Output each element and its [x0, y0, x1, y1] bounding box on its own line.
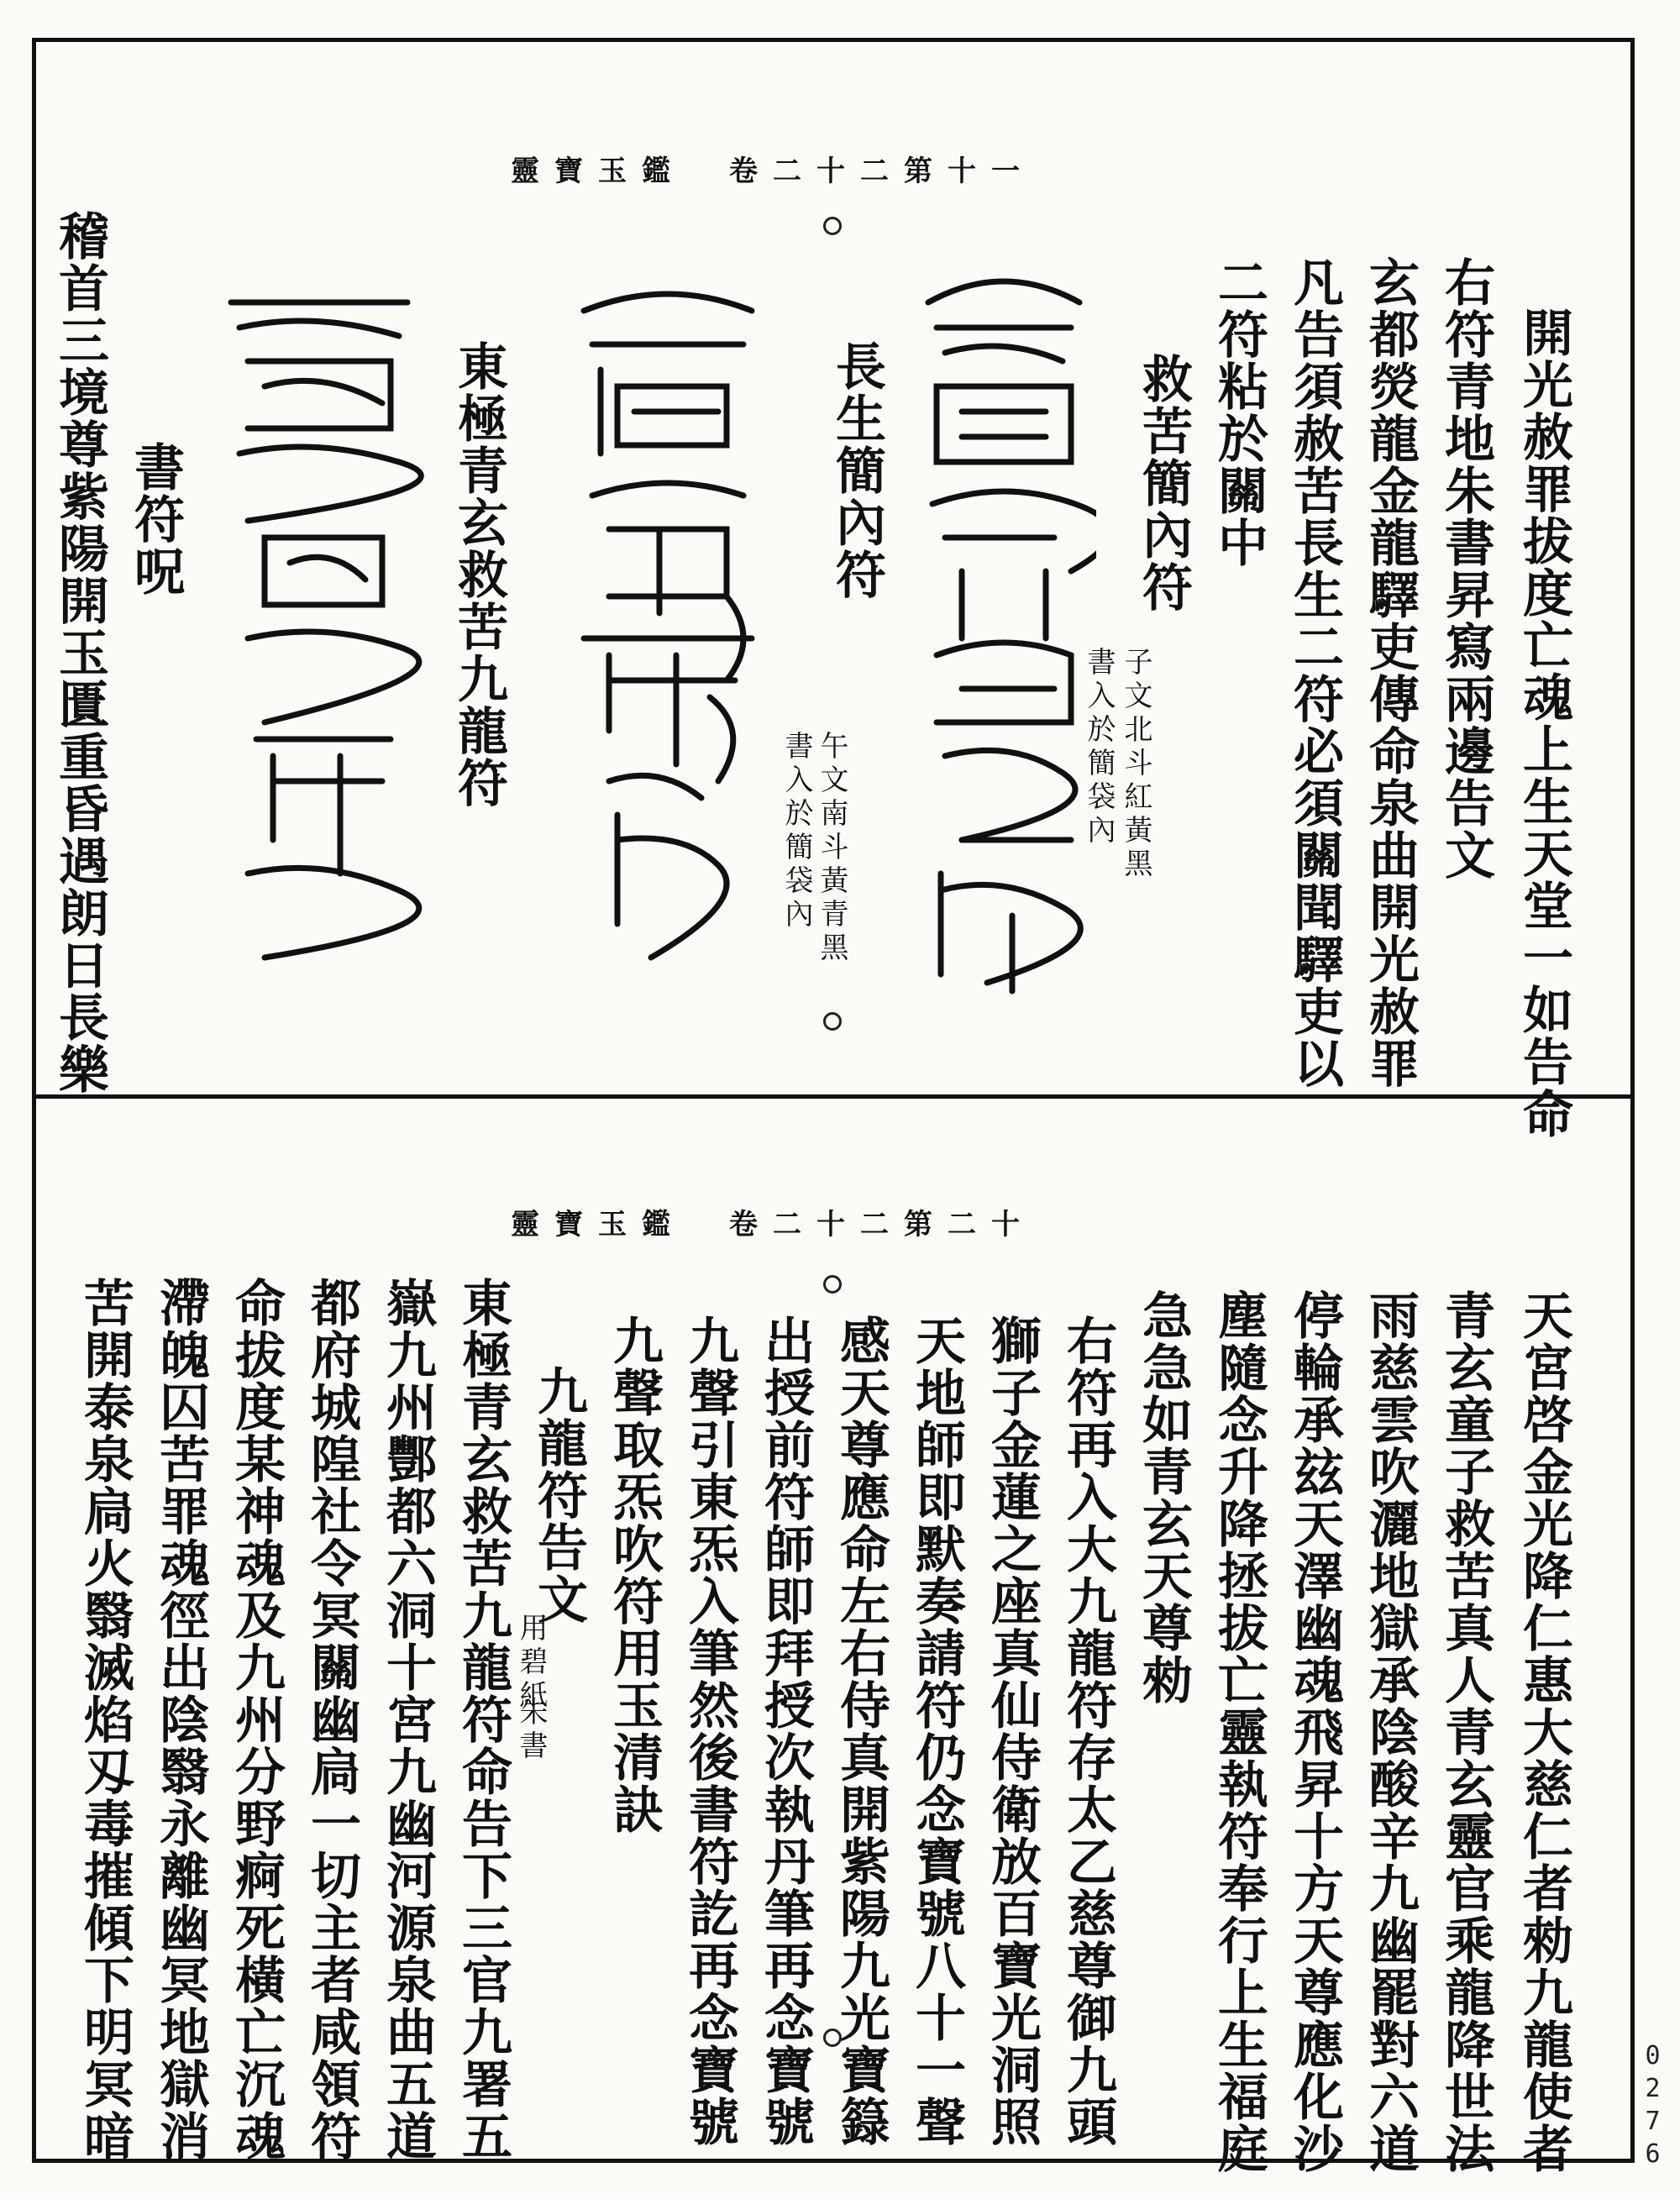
talisman-glyph	[214, 286, 424, 974]
text-column: 東極青玄救苦九龍符	[449, 340, 508, 809]
annotation-note: 書入於簡袋內	[1082, 647, 1116, 848]
text-column: 凡告須赦苦長生二符必須關聞驛吏以	[1285, 256, 1344, 1089]
text-column: 長生簡內符	[827, 340, 886, 601]
text-column: 開光赦罪拔度亡魂上生天堂一如告命	[1515, 307, 1573, 1140]
text-column: 命拔度某神魂及九州分野痾死橫亡沉魂	[227, 1277, 286, 2162]
text-column: 九聲引東炁入筆然後書符訖再念寶號	[680, 1315, 739, 2148]
text-column: 右符再入大九龍符存太乙慈尊御九頭	[1058, 1315, 1117, 2148]
text-column: 出授前符師即拜授次執丹筆再念寶號	[756, 1315, 815, 2148]
top-page-header: 靈寶玉鑑 卷二十二第十一	[511, 155, 1035, 188]
text-column: 九聲取炁吹符用玉清訣	[605, 1315, 664, 1835]
text-column: 東極青玄救苦九龍符命告下三官九署五	[454, 1277, 512, 2162]
text-column: 苦開泰泉扃火翳滅焰刄毒摧傾下明冥暗	[76, 1277, 134, 2162]
annotation-note: 子文北斗紅黃黑	[1119, 647, 1152, 882]
text-column: 都府城隍社令冥關幽扃一切主者咸領符	[302, 1277, 361, 2162]
text-column: 感天尊應命左右侍真開紫陽九光寶籙	[832, 1315, 890, 2148]
text-column: 天地師即默奏請符仍念寶號八十一聲	[907, 1315, 966, 2148]
text-column: 九龍符告文	[529, 1365, 588, 1625]
page-number: 0276	[1638, 2041, 1667, 2172]
text-column: 塵隨念升降拯拔亡靈執符奉行上生福庭	[1210, 1289, 1268, 2175]
text-column: 急急如青玄天尊勑	[1134, 1289, 1193, 1706]
text-column: 書符呪	[126, 441, 185, 597]
talisman-glyph	[559, 260, 777, 1008]
text-column: 雨慈雲吹灑地獄承陰酸辛九幽罷對六道	[1361, 1289, 1420, 2175]
text-column: 獅子金蓮之座真仙侍衛放百寶光洞照	[983, 1315, 1042, 2148]
text-column: 救苦簡內符	[1134, 353, 1193, 613]
text-column: 嶽九州酆都六洞十宮九幽河源泉曲五道	[378, 1277, 437, 2162]
bottom-page-header: 靈寶玉鑑 卷二十二第二十	[511, 1208, 1035, 1241]
binding-hole	[823, 217, 842, 235]
binding-hole	[823, 1275, 842, 1294]
text-column: 青玄童子救苦真人青玄靈官乘龍降世法	[1436, 1289, 1495, 2175]
text-column: 停輪承玆天澤幽魂飛昇十方天尊應化沙	[1285, 1289, 1344, 2175]
text-column: 二符粘於關中	[1210, 256, 1268, 569]
annotation-note: 朱書	[514, 1697, 548, 1764]
text-column: 右符青地朱書昇寫兩邊告文	[1436, 256, 1495, 881]
page-divider	[32, 1094, 1635, 1099]
annotation-note: 用碧紙	[514, 1613, 548, 1714]
text-column: 天宮啓金光降仁惠大慈仁者勑九龍使者	[1515, 1289, 1573, 2175]
binding-hole	[823, 1012, 842, 1031]
annotation-note: 書入於簡袋內	[780, 731, 813, 932]
annotation-note: 午文南斗黃青黑	[815, 731, 848, 966]
text-column: 玄都熒龍金龍驛吏傳命泉曲開光赦罪	[1361, 256, 1420, 1089]
text-column: 滯魄囚苦罪魂徑出陰翳永離幽冥地獄消	[151, 1277, 210, 2162]
text-column: 稽首三境尊紫陽開玉匱重昏遇朗日長樂	[50, 210, 109, 1095]
talisman-glyph	[911, 252, 1096, 1008]
